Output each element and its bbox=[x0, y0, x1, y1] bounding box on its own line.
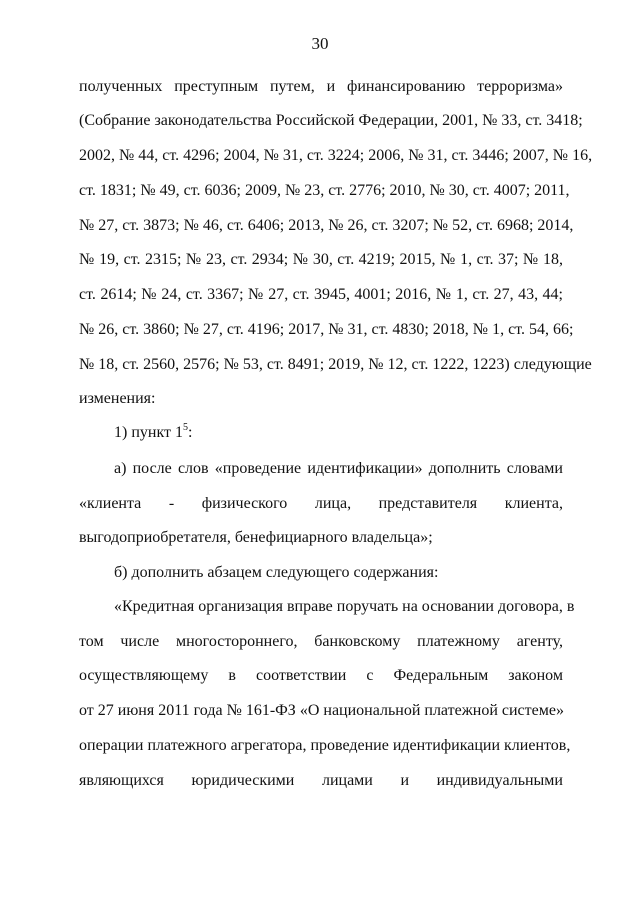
item-tail: : bbox=[188, 424, 193, 441]
text-line: операции платежного агрегатора, проведение идентификации клиентов, bbox=[79, 737, 571, 754]
text-line: № 18, ст. 2560, 2576; № 53, ст. 8491; 2019, № 12, ст. 1222, 1223) следующие bbox=[79, 356, 592, 373]
text-line: «клиента - физического лица, представителя клиента, bbox=[79, 495, 563, 512]
text-line: 2002, № 44, ст. 4296; 2004, № 31, ст. 3224; 2006, № 31, ст. 3446; 2007, № 16, bbox=[79, 147, 593, 164]
page-number: 30 bbox=[311, 34, 329, 53]
item-text: 1) пункт 1 bbox=[114, 424, 184, 441]
text-line: осуществляющему в соответствии с Федеральным законом bbox=[79, 667, 563, 684]
text-line: том числе многостороннего, банковскому платежному агенту, bbox=[79, 633, 563, 650]
text-line: № 27, ст. 3873; № 46, ст. 6406; 2013, № 26, ст. 3207; № 52, ст. 6968; 2014, bbox=[79, 217, 574, 234]
text-line: ст. 1831; № 49, ст. 6036; 2009, № 23, ст. 2776; 2010, № 30, ст. 4007; 2011, bbox=[79, 182, 570, 199]
text-line: (Собрание законодательства Российской Федерации, 2001, № 33, ст. 3418; bbox=[79, 112, 583, 129]
text-line: полученных преступным путем, и финансированию терроризма» bbox=[79, 78, 563, 95]
text-line: № 26, ст. 3860; № 27, ст. 4196; 2017, № 31, ст. 4830; 2018, № 1, ст. 54, 66; bbox=[79, 321, 574, 338]
text-line: «Кредитная организация вправе поручать на основании договора, в bbox=[114, 598, 575, 615]
text-line: б) дополнить абзацем следующего содержания: bbox=[114, 564, 439, 581]
text-line: изменения: bbox=[79, 390, 156, 407]
text-line: № 19, ст. 2315; № 23, ст. 2934; № 30, ст. 4219; 2015, № 1, ст. 37; № 18, bbox=[79, 251, 563, 268]
text-line: от 27 июня 2011 года № 161-ФЗ «О национальной платежной системе» bbox=[79, 702, 564, 719]
text-line: а) после слов «проведение идентификации» дополнить словами bbox=[114, 460, 563, 477]
item-heading bbox=[114, 423, 563, 443]
text-line: являющихся юридическими лицами и индивидуальными bbox=[79, 772, 563, 789]
text-line: выгодоприобретателя, бенефициарного владельца»; bbox=[79, 529, 433, 546]
text-line: ст. 2614; № 24, ст. 3367; № 27, ст. 3945, 4001; 2016, № 1, ст. 27, 43, 44; bbox=[79, 286, 563, 303]
item-superscript: 5 bbox=[183, 421, 189, 433]
